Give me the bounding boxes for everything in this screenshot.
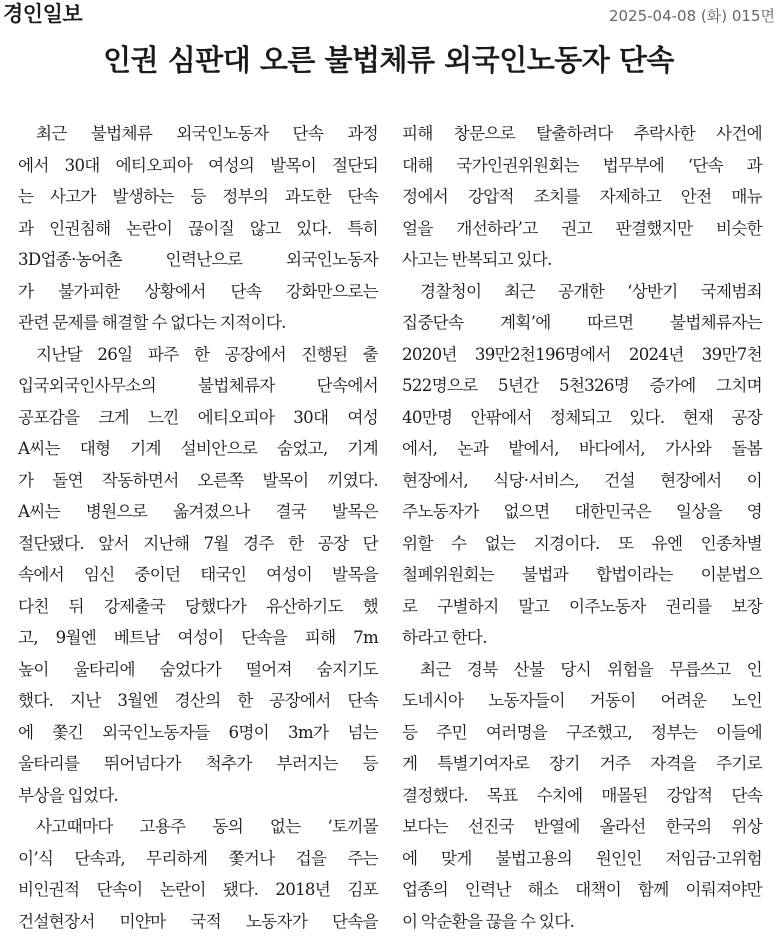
article-line: 는 사고가 발생하는 등 정부의 과도한 단속 bbox=[18, 181, 378, 213]
article-line: 비인권적 단속이 논란이 됐다. 2018년 김포 bbox=[18, 874, 378, 906]
article-line: 위할 수 없는 지경이다. 또 유엔 인종차별 bbox=[402, 528, 762, 560]
article-line: 지난달 26일 파주 한 공장에서 진행된 출 bbox=[18, 339, 378, 371]
article-line: 사고는 반복되고 있다. bbox=[402, 244, 762, 276]
article-line: 관련 문제를 해결할 수 없다는 지적이다. bbox=[18, 307, 378, 339]
article-line: 공포감을 크게 느낀 에티오피아 30대 여성 bbox=[18, 402, 378, 434]
article-line: 로 구별하지 말고 이주노동자 권리를 보장 bbox=[402, 591, 762, 623]
article-line: 가 불가피한 상황에서 단속 강화만으로는 bbox=[18, 276, 378, 308]
article-column-left bbox=[18, 118, 378, 937]
article-line: 고, 9월엔 베트남 여성이 단속을 피해 7m bbox=[18, 622, 378, 654]
article-line: 얼을 개선하라’고 권고 판결했지만 비슷한 bbox=[402, 213, 762, 245]
article-line: 보다는 선진국 반열에 올라선 한국의 위상 bbox=[402, 811, 762, 843]
article-line: 522명으로 5년간 5천326명 증가에 그치며 bbox=[402, 370, 762, 402]
article-line: 집중단속 계획’에 따르면 불법체류자는 bbox=[402, 307, 762, 339]
article-line: 높이 울타리에 숨었다가 떨어져 숨지기도 bbox=[18, 654, 378, 686]
article-line: 입국외국인사무소의 불법체류자 단속에서 bbox=[18, 370, 378, 402]
article-line: 현장에서, 식당·서비스, 건설 현장에서 이 bbox=[402, 465, 762, 497]
article-line: 등 주민 여러명을 구조했고, 정부는 이들에 bbox=[402, 717, 762, 749]
article-line: 철폐위원회는 불법과 합법이라는 이분법으 bbox=[402, 559, 762, 591]
article-line: 게 특별기여자로 장기 거주 자격을 주기로 bbox=[402, 748, 762, 780]
article-line: 에서, 논과 밭에서, 바다에서, 가사와 돌봄 bbox=[402, 433, 762, 465]
article-line: 경찰청이 최근 공개한 ‘상반기 국제범죄 bbox=[402, 276, 762, 308]
article-line: 에 쫓긴 외국인노동자들 6명이 3m가 넘는 bbox=[18, 717, 378, 749]
article-column-right bbox=[402, 118, 762, 937]
article-line: 건설현장서 미얀마 국적 노동자가 단속을 bbox=[18, 906, 378, 937]
article-line: 절단됐다. 앞서 지난해 7월 경주 한 공장 단 bbox=[18, 528, 378, 560]
article-line: 업종의 인력난 해소 대책이 함께 이뤄져야만 bbox=[402, 874, 762, 906]
article-line: 울타리를 뛰어넘다가 척추가 부러지는 등 bbox=[18, 748, 378, 780]
article-line: 속에서 임신 중이던 태국인 여성이 발목을 bbox=[18, 559, 378, 591]
article-line: 도네시아 노동자들이 거동이 어려운 노인 bbox=[402, 685, 762, 717]
newspaper-logo: 경인일보 bbox=[3, 0, 82, 28]
article-line: 결정했다. 목표 수치에 매몰된 강압적 단속 bbox=[402, 780, 762, 812]
article-line: 가 돌연 작동하면서 오른쪽 발목이 끼였다. bbox=[18, 465, 378, 497]
article-line: 40만명 안팎에서 정체되고 있다. 현재 공장 bbox=[402, 402, 762, 434]
article-line: 이 악순환을 끊을 수 있다. bbox=[402, 906, 762, 937]
article-line: 이’식 단속과, 무리하게 쫓거나 겁을 주는 bbox=[18, 843, 378, 875]
article-line: 다친 뒤 강제출국 당했다가 유산하기도 했 bbox=[18, 591, 378, 623]
article-line: 과 인권침해 논란이 끊이질 않고 있다. 특히 bbox=[18, 213, 378, 245]
article-line: 정에서 강압적 조치를 자제하고 안전 매뉴 bbox=[402, 181, 762, 213]
article-line: 했다. 지난 3월엔 경산의 한 공장에서 단속 bbox=[18, 685, 378, 717]
headline: 인권 심판대 오른 불법체류 외국인노동자 단속 bbox=[0, 38, 777, 82]
article-line: 2020년 39만2천196명에서 2024년 39만7천 bbox=[402, 339, 762, 371]
article-line: A씨는 병원으로 옮겨졌으나 결국 발목은 bbox=[18, 496, 378, 528]
article-line: 에서 30대 에티오피아 여성의 발목이 절단되 bbox=[18, 150, 378, 182]
article-line: 사고때마다 고용주 동의 없는 ‘토끼몰 bbox=[18, 811, 378, 843]
article-line: 에 맞게 불법고용의 원인인 저임금·고위험 bbox=[402, 843, 762, 875]
article-line: 대해 국가인권위원회는 법무부에 ‘단속 과 bbox=[402, 150, 762, 182]
masthead bbox=[0, 0, 777, 30]
dateline: 2025-04-08 (화) 015면 bbox=[609, 6, 775, 26]
article-line: 주노동자가 없으면 대한민국은 일상을 영 bbox=[402, 496, 762, 528]
article-line: A씨는 대형 기계 설비안으로 숨었고, 기계 bbox=[18, 433, 378, 465]
article-line: 피해 창문으로 탈출하려다 추락사한 사건에 bbox=[402, 118, 762, 150]
article-line: 하라고 한다. bbox=[402, 622, 762, 654]
article-line: 3D업종·농어촌 인력난으로 외국인노동자 bbox=[18, 244, 378, 276]
article-line: 부상을 입었다. bbox=[18, 780, 378, 812]
article-line: 최근 불법체류 외국인노동자 단속 과정 bbox=[18, 118, 378, 150]
article-line: 최근 경북 산불 당시 위험을 무릅쓰고 인 bbox=[402, 654, 762, 686]
